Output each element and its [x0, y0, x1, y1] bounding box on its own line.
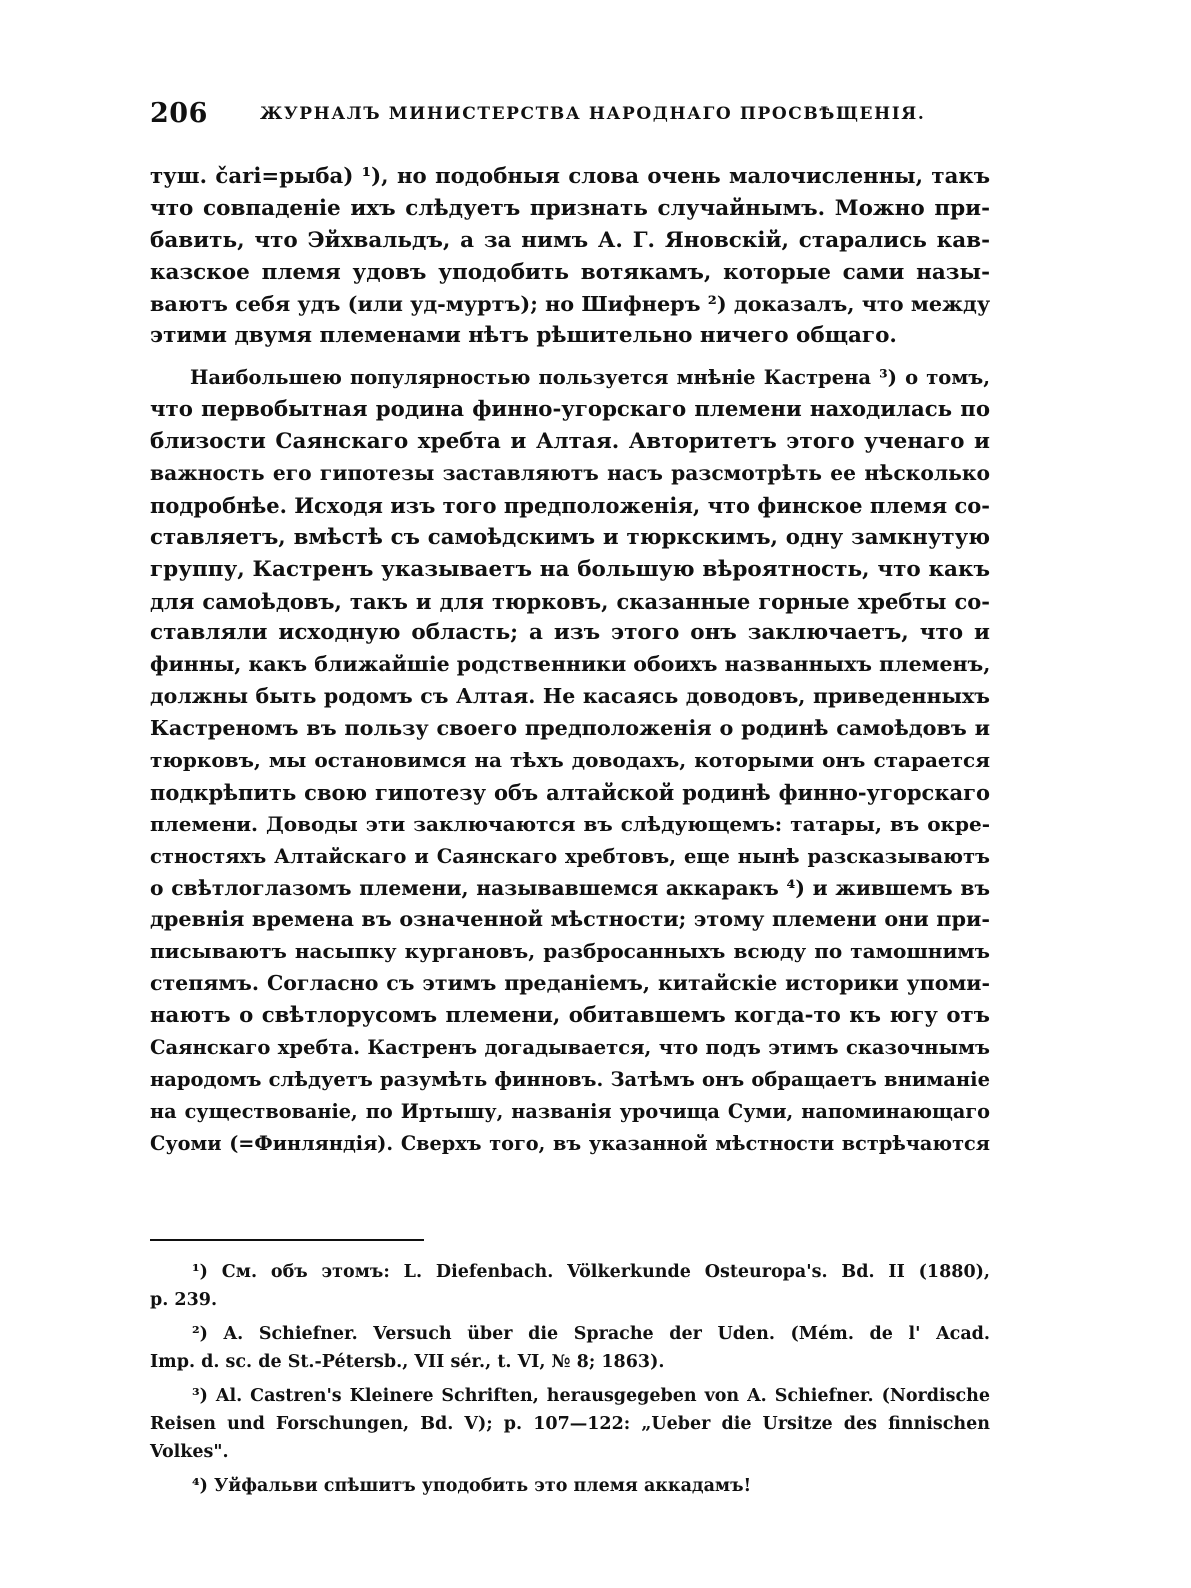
footnote-line: Volkes".: [150, 1442, 229, 1462]
footnote-line: ³) Al. Castren's Kleinere Schriften, herausgegeben von A. Schiefner. (Nordische: [192, 1386, 990, 1406]
text-line: для самоѣдовъ, такъ и для тюрковъ, сказанные горные хребты со-: [150, 588, 990, 614]
footnote-line: Reisen und Forschungen, Bd. V); p. 107—122: „Ueber die Ursitze des finnischen: [150, 1414, 990, 1434]
text-line: о свѣтлоглазомъ племени, называвшемся аккаракъ ⁴) и жившемъ въ: [150, 875, 990, 900]
text-line: Саянскаго хребта. Кастренъ догадывается, что подъ этимъ сказочнымъ: [150, 1036, 990, 1060]
text-line: туш. čari=рыба) ¹), но подобныя слова очень малочисленны, такъ: [150, 164, 990, 189]
text-line: тюрковъ, мы остановимся на тѣхъ доводахъ, которыми онъ старается: [150, 748, 990, 773]
text-line: ставляетъ, вмѣстѣ съ самоѣдскимъ и тюркскимъ, одну замкнутую: [150, 524, 990, 550]
text-line: степямъ. Согласно съ этимъ преданіемъ, китайскіе историки упоми-: [150, 971, 990, 996]
text-line: Наибольшею популярностью пользуется мнѣніе Кастрена ³) о томъ,: [190, 366, 990, 390]
text-line: важность его гипотезы заставляютъ насъ разсмотрѣть ее нѣсколько: [150, 461, 990, 486]
footnote-line: ¹) См. объ этомъ: L. Diefenbach. Völkerkunde Osteuropa's. Bd. II (1880),: [192, 1262, 990, 1282]
footnote-line: ²) A. Schiefner. Versuch über die Sprache der Uden. (Mém. de l' Acad.: [192, 1324, 990, 1344]
text-line: племени. Доводы эти заключаются въ слѣдующемъ: татары, въ окре-: [150, 811, 990, 836]
text-line: близости Саянскаго хребта и Алтая. Авторитетъ этого ученаго и: [150, 429, 990, 455]
main-text: [150, 161, 990, 1160]
text-line: подробнѣе. Исходя изъ того предположенія, что финское племя со-: [150, 492, 990, 518]
text-line: должны быть родомъ съ Алтая. Не касаясь доводовъ, приведенныхъ: [150, 684, 990, 709]
text-line: финны, какъ ближайшіе родственники обоихъ названныхъ племенъ,: [150, 652, 991, 677]
text-line: группу, Кастренъ указываетъ на большую вѣроятность, что какъ: [150, 556, 990, 582]
text-line: что совпаденіе ихъ слѣдуетъ признать случайнымъ. Можно при-: [150, 195, 990, 221]
running-head: ЖУРНАЛЪ МИНИСТЕРСТВА НАРОДНАГО ПРОСВѢЩЕНІЯ.: [260, 104, 926, 124]
text-line: древнія времена въ означенной мѣстности; этому племени они при-: [150, 907, 990, 932]
text-line: стностяхъ Алтайскаго и Саянскаго хребтовъ, еще нынѣ разсказываютъ: [150, 844, 990, 868]
footnote-line: ⁴) Уйфальви спѣшитъ уподобить это племя аккадамъ!: [192, 1476, 752, 1496]
text-line: наютъ о свѣтлорусомъ племени, обитавшемъ когда-то къ югу отъ: [150, 1003, 990, 1029]
text-line: Кастреномъ въ пользу своего предположенія о родинѣ самоѣдовъ и: [150, 716, 990, 741]
footnote-line: Imp. d. sc. de St.-Pétersb., VII sér., t. VI, № 8; 1863).: [150, 1352, 665, 1372]
text-line: на существованіе, по Иртышу, названія урочища Суми, напоминающаго: [150, 1099, 990, 1123]
text-line: народомъ слѣдуетъ разумѣть финновъ. Затѣмъ онъ обращаетъ вниманіе: [150, 1067, 990, 1091]
text-line: ваютъ себя удъ (или уд-муртъ); но Шифнеръ ²) доказалъ, что между: [150, 291, 991, 316]
text-line: Суоми (=Финляндія). Сверхъ того, въ указанной мѣстности встрѣчаются: [150, 1131, 990, 1155]
text-line: что первобытная родина финно-угорскаго племени находилась по: [150, 397, 990, 423]
footnotes: [150, 1258, 990, 1500]
text-line: казское племя удовъ уподобить вотякамъ, которые сами назы-: [150, 259, 990, 285]
text-line: ставляли исходную область; а изъ этого онъ заключаетъ, что и: [150, 620, 990, 646]
text-line: этими двумя племенами нѣтъ рѣшительно ничего общаго.: [150, 323, 897, 349]
text-line: бавить, что Эйхвальдъ, а за нимъ А. Г. Яновскій, старались кав-: [150, 227, 990, 253]
page-header: [150, 98, 990, 138]
footnote-line: p. 239.: [150, 1290, 218, 1310]
footnote-rule: [150, 1239, 424, 1241]
paragraph-gap: [150, 352, 990, 362]
page-number: 206: [150, 98, 208, 129]
text-line: писываютъ насыпку кургановъ, разбросанныхъ всюду по тамошнимъ: [150, 939, 990, 964]
text-line: подкрѣпить свою гипотезу объ алтайской родинѣ финно-угорскаго: [150, 779, 990, 805]
